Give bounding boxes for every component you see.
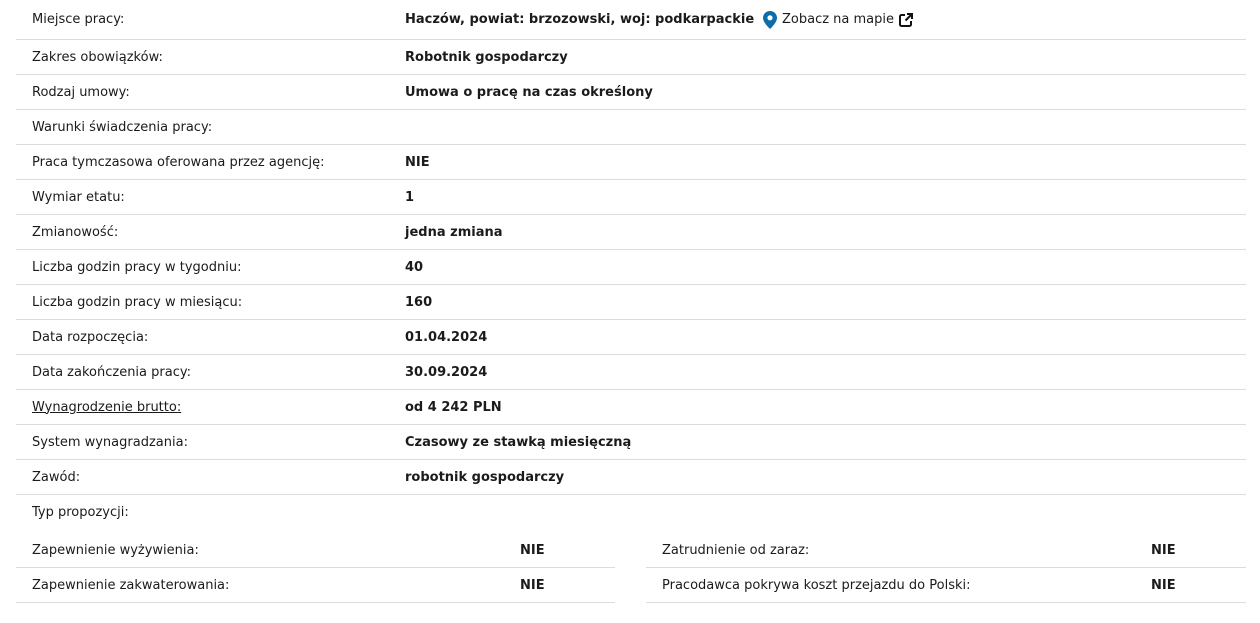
row-value: NIE bbox=[405, 154, 430, 170]
row-immediate-employment bbox=[646, 533, 1246, 568]
row-label: Zapewnienie zakwaterowania: bbox=[32, 577, 230, 593]
row-accommodation bbox=[16, 568, 615, 603]
external-link-icon bbox=[899, 13, 913, 27]
row-value: NIE bbox=[1151, 577, 1176, 593]
row-value: Umowa o pracę na czas określony bbox=[405, 84, 653, 100]
row-meals bbox=[16, 533, 615, 568]
row-end-date bbox=[16, 355, 1246, 390]
row-temporary-agency bbox=[16, 145, 1246, 180]
row-start-date bbox=[16, 320, 1246, 355]
row-value: NIE bbox=[1151, 542, 1176, 558]
row-label: Warunki świadczenia pracy: bbox=[32, 119, 213, 135]
row-contract-type bbox=[16, 75, 1246, 110]
row-shifts bbox=[16, 215, 1246, 250]
row-duties bbox=[16, 40, 1246, 75]
row-label: Zawód: bbox=[32, 469, 81, 485]
row-label: Typ propozycji: bbox=[32, 505, 129, 520]
row-label: Pracodawca pokrywa koszt przejazdu do Polski: bbox=[662, 577, 971, 593]
row-value: Czasowy ze stawką miesięczną bbox=[405, 434, 632, 450]
row-label: Data zakończenia pracy: bbox=[32, 364, 191, 380]
job-details-table bbox=[16, 0, 1246, 530]
row-occupation bbox=[16, 460, 1246, 495]
row-value: robotnik gospodarczy bbox=[405, 469, 565, 485]
row-value: 160 bbox=[405, 294, 433, 310]
see-on-map-label: Zobacz na mapie bbox=[782, 12, 895, 27]
row-label: Liczba godzin pracy w tygodniu: bbox=[32, 259, 242, 275]
row-value: od 4 242 PLN bbox=[405, 399, 502, 415]
row-value: 1 bbox=[405, 189, 415, 205]
row-label: Zmianowość: bbox=[32, 224, 119, 240]
row-label: Zakres obowiązków: bbox=[32, 49, 163, 65]
row-value: 30.09.2024 bbox=[405, 364, 488, 380]
row-label: Praca tymczasowa oferowana przez agencję: bbox=[32, 154, 325, 170]
row-label: Data rozpoczęcia: bbox=[32, 329, 149, 345]
row-label: System wynagradzania: bbox=[32, 434, 188, 450]
offer-type-right-column bbox=[646, 533, 1246, 603]
see-on-map-link[interactable] bbox=[763, 0, 913, 39]
row-working-time bbox=[16, 180, 1246, 215]
row-offer-type bbox=[16, 495, 1246, 530]
row-label: Liczba godzin pracy w miesiącu: bbox=[32, 294, 243, 310]
row-label: Wymiar etatu: bbox=[32, 189, 125, 205]
row-work-conditions bbox=[16, 110, 1246, 145]
row-label: Zatrudnienie od zaraz: bbox=[662, 542, 810, 558]
row-value: Robotnik gospodarczy bbox=[405, 49, 568, 65]
row-workplace bbox=[16, 0, 1246, 40]
row-value: Haczów, powiat: brzozowski, woj: podkarpackie bbox=[405, 12, 755, 27]
map-marker-icon bbox=[763, 11, 777, 29]
row-travel-cost bbox=[646, 568, 1246, 603]
row-value: NIE bbox=[520, 542, 545, 558]
row-salary bbox=[16, 390, 1246, 425]
offer-type-left-column bbox=[16, 533, 615, 603]
row-label: Zapewnienie wyżywienia: bbox=[32, 542, 199, 558]
row-label: Miejsce pracy: bbox=[32, 12, 125, 27]
row-hours-month bbox=[16, 285, 1246, 320]
row-label: Rodzaj umowy: bbox=[32, 84, 130, 100]
row-value: NIE bbox=[520, 577, 545, 593]
row-value: 40 bbox=[405, 259, 424, 275]
row-value: 01.04.2024 bbox=[405, 329, 488, 345]
row-hours-week bbox=[16, 250, 1246, 285]
row-value: jedna zmiana bbox=[405, 224, 503, 240]
salary-gross-term[interactable]: Wynagrodzenie brutto: bbox=[32, 399, 182, 415]
row-pay-system bbox=[16, 425, 1246, 460]
